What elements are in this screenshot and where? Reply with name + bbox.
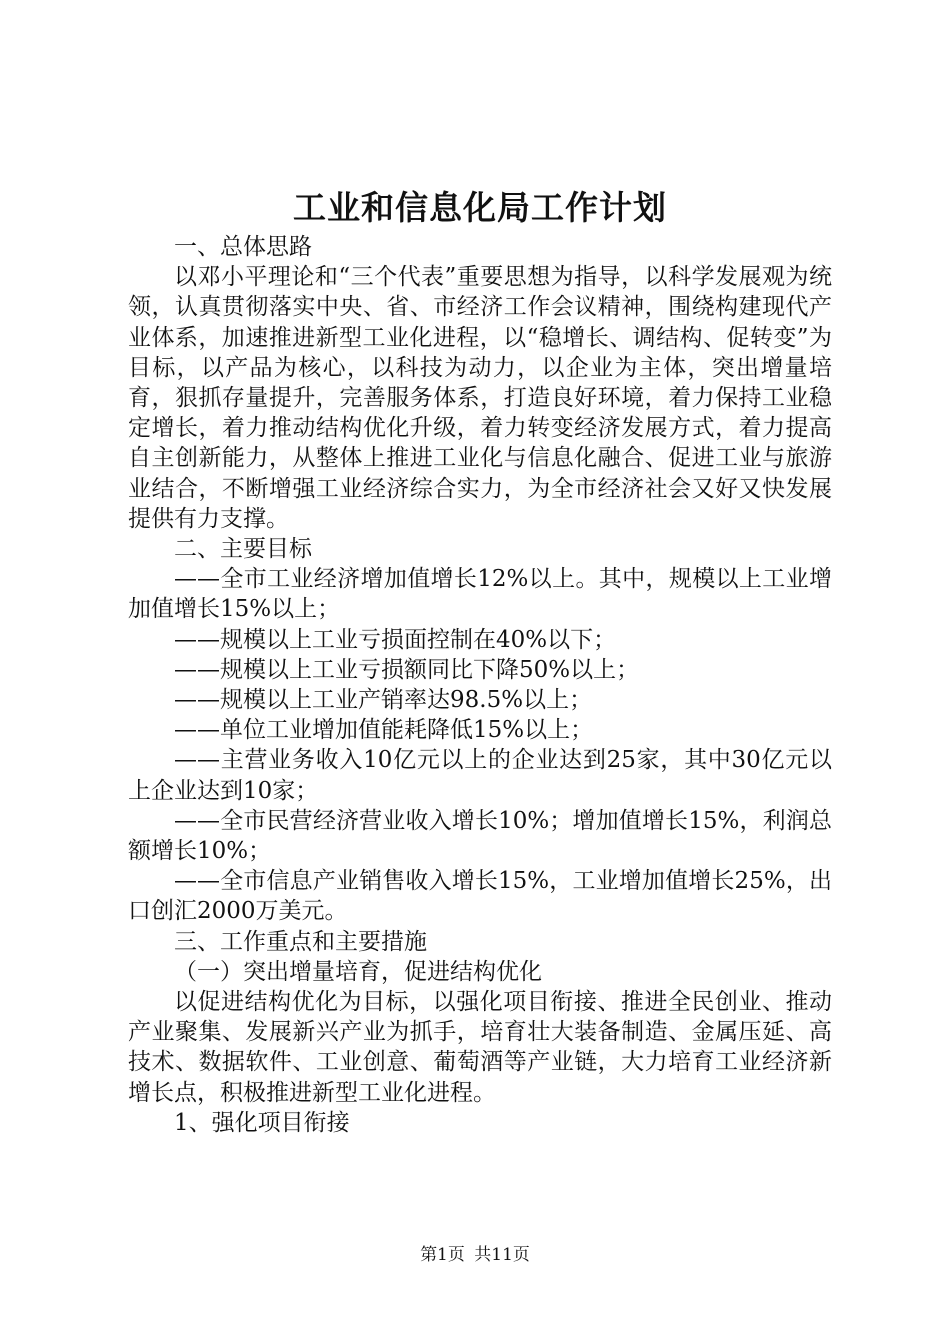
subsection-heading: 1、强化项目衔接 <box>174 1109 350 1136</box>
subsection-heading: （一）突出增量培育，促进结构优化 <box>174 958 542 985</box>
body-paragraph: 以促进结构优化为目标，以强化项目衔接、推进全民创业、推动产业聚集、发展新兴产业为抓手，培育壮大装备制造、金属压延、高技术、数据软件、工业创意、葡萄酒等产业链，大力培育工业经济新增长点，积极推进新型工业化进程。 <box>128 989 832 1106</box>
goal-item: ——单位工业增加值能耗降低15%以上； <box>174 717 594 744</box>
section-heading: 二、主要目标 <box>174 536 312 563</box>
section-heading: 一、总体思路 <box>174 234 312 260</box>
goal-item: ——全市民营经济营业收入增长10%；增加值增长15%，利润总额增长10%； <box>128 807 832 865</box>
document-body <box>128 232 832 1138</box>
section-heading: 三、工作重点和主要措施 <box>174 928 427 955</box>
document-page <box>128 184 832 1138</box>
goal-item: ——规模以上工业亏损额同比下降50%以上； <box>174 656 640 683</box>
goal-item: ——规模以上工业亏损面控制在40%以下； <box>174 626 617 653</box>
page-number: 第1页 <box>420 1245 465 1265</box>
goal-item: ——主营业务收入10亿元以上的企业达到25家，其中30亿元以上企业达到10家； <box>128 747 832 804</box>
goal-item: ——全市工业经济增加值增长12%以上。其中，规模以上工业增加值增长15%以上； <box>128 566 832 623</box>
goal-item: ——规模以上工业产销率达98.5%以上； <box>174 687 593 714</box>
document-title: 工业和信息化局工作计划 <box>293 188 667 227</box>
page-total: 共11页 <box>474 1245 530 1265</box>
goal-item: ——全市信息产业销售收入增长15%，工业增加值增长25%，出口创汇2000万美元。 <box>128 868 832 925</box>
page-footer <box>0 1243 950 1267</box>
body-paragraph: 以邓小平理论和“三个代表”重要思想为指导，以科学发展观为统领，认真贯彻落实中央、省、市经济工作会议精神，围绕构建现代产业体系，加速推进新型工业化进程，以“稳增长、调结构、促转变”为目标，以产品为核心，以科技为动力，以企业为主体，突出增量培育，狠抓存量提升，完善服务体系，打造良好环境，着力保持工业稳定增长，着力推动结构优化升级，着力转变经济发展方式，着力提高自主创新能力，从整体上推进工业化与信息化融合、促进工业与旅游业结合，不断增强工业经济综合实力，为全市经济社会又好又快发展提供有力支撑。 <box>128 264 832 532</box>
